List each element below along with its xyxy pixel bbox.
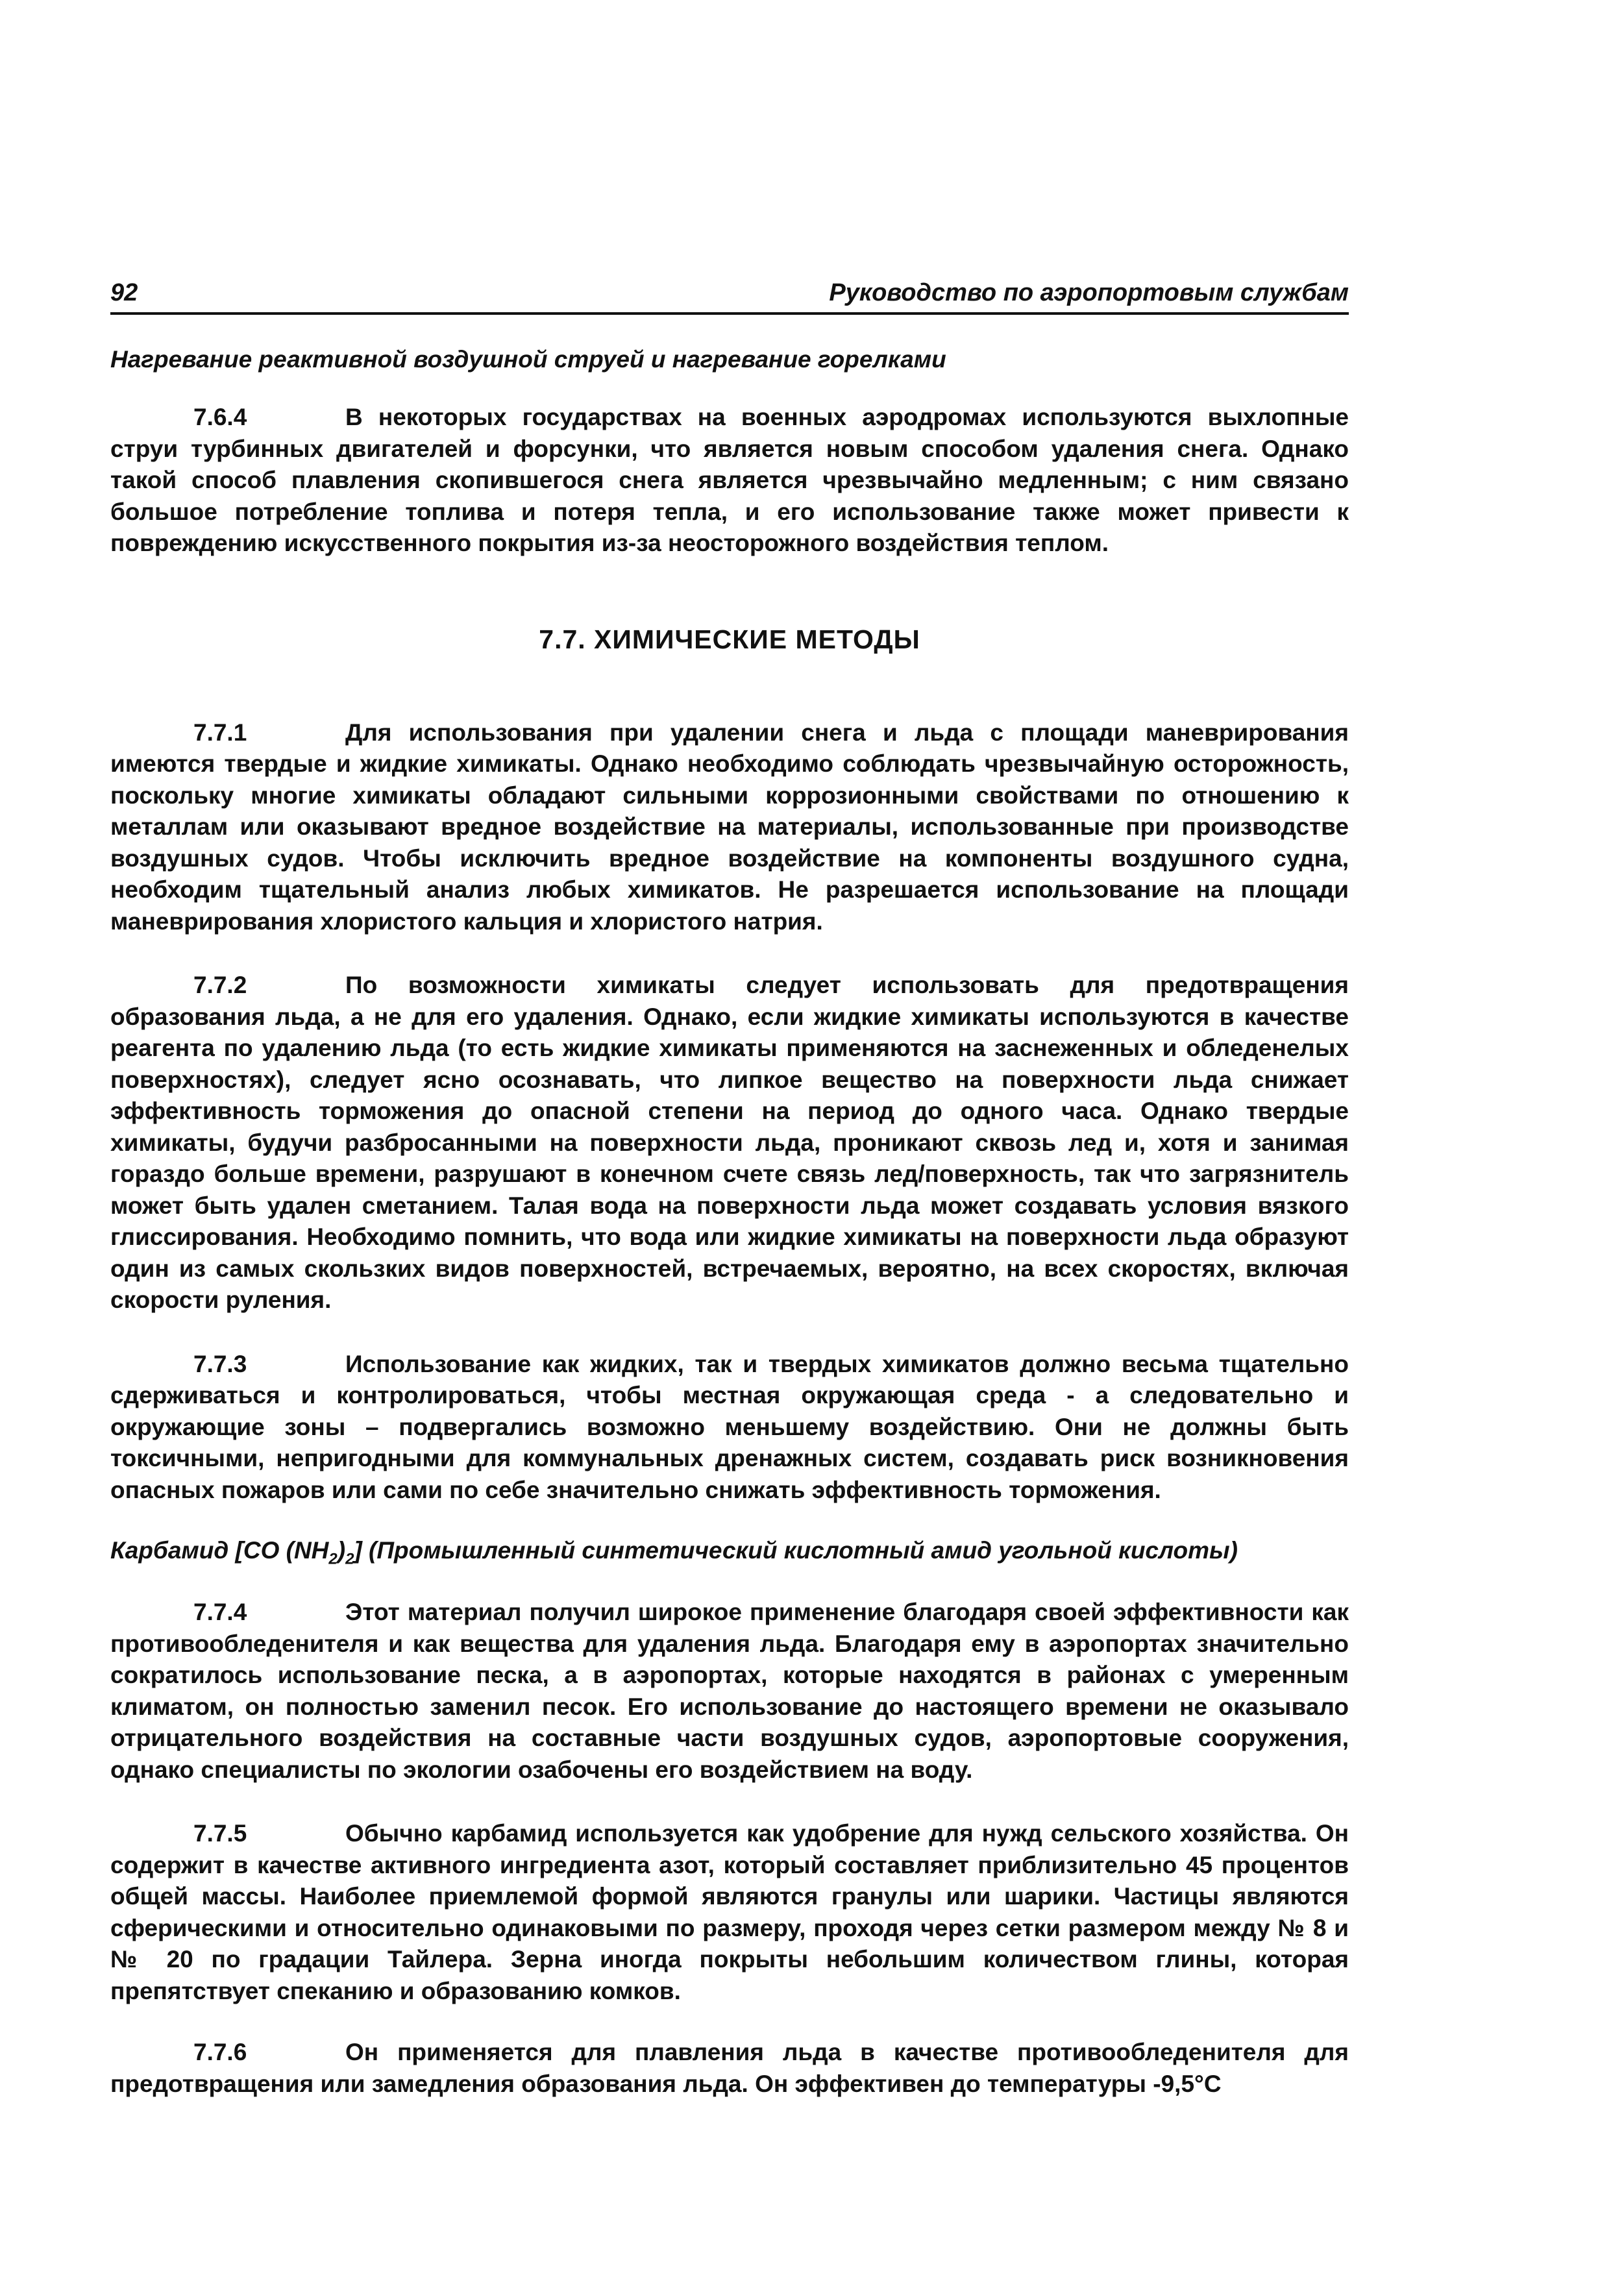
paragraph-7-7-4 [110,1597,1349,1786]
paragraph-7-7-1 [110,717,1349,938]
paragraph-number: 7.7.4 [193,1599,247,1626]
paragraph-text: Он применяется для плавления льда в качестве противообледенителя для предотвращения или замедления образования льда. Он эффективен до температуры -9,5°С [110,2039,1349,2097]
paragraph-number: 7.7.6 [193,2039,247,2066]
paragraph-text: Обычно карбамид используется как удобрение для нужд сельского хозяйства. Он содержит в качестве активного ингредиента азот, который составляет приблизительно 45 процентов общей массы. Наиболее приемлемой формой являются гранулы или шарики. Частицы являются сферическими и относительно одинаковыми по размеру, проходя через сетки размером между № 8 и № 20 по градации Тайлера. Зерна иногда покрыты небольшим количеством глины, которая препятствует спеканию и образованию комков. [110,1820,1349,2004]
paragraph-number: 7.6.4 [193,404,247,430]
paragraph-7-7-2 [110,970,1349,1316]
page-number: 92 [110,279,138,306]
paragraph-number: 7.7.3 [193,1350,247,1377]
paragraph-7-7-6 [110,2037,1349,2100]
paragraph-number: 7.7.5 [193,1820,247,1847]
page-header [110,279,1349,315]
running-title: Руководство по аэропортовым службам [829,279,1349,306]
paragraph-text: Для использования при удалении снега и льда с площади маневрирования имеются твердые и жидкие химикаты. Однако необходимо соблюдать чрезвычайную осторожность, поскольку многие химикаты обладают сильными коррозионными свойствами по отношению к металлам или оказывают вредное воздействие на материалы, использованные при производстве воздушных судов. Чтобы исключить вредное воздействие на компоненты воздушного судна, необходим тщательный анализ любых химикатов. Не разрешается использование на площади маневрирования хлористого кальция и хлористого натрия. [110,719,1349,935]
section-title: 7.7. ХИМИЧЕСКИЕ МЕТОДЫ [539,624,920,654]
paragraph-7-7-5 [110,1818,1349,2007]
paragraph-7-7-3 [110,1349,1349,1506]
paragraph-7-6-4 [110,402,1349,560]
subheading-carbamide: Карбамид [CO $(NH_2)_2$] (Промышленный синтетический кислотный амид угольной кислоты) [110,1537,1238,1568]
paragraph-number: 7.7.2 [193,972,247,998]
document-page [110,279,1349,2100]
subheading-jet-heating: Нагревание реактивной воздушной струей и нагревание горелками [110,346,946,373]
paragraph-text: По возможности химикаты следует использовать для предотвращения образования льда, а не для его удаления. Однако, если жидкие химикаты используются в качестве реагента по удалению льда (то есть жидкие химикаты применяются на заснеженных и обледенелых поверхностях), следует ясно осознавать, что липкое вещество на поверхности льда снижает эффективность торможения до опасной степени на период до одного часа. Однако твердые химикаты, будучи разбросанными на поверхности льда, проникают сквозь лед и, хотя и занимая гораздо больше времени, разрушают в конечном счете связь лед/поверхность, так что загрязнитель может быть удален сметанием. Талая вода на поверхности льда может создавать условия вязкого глиссирования. Необходимо помнить, что вода или жидкие химикаты на поверхности льда образуют один из самых скользких видов поверхностей, встречаемых, вероятно, на всех скоростях, включая скорости руления. [110,972,1349,1313]
paragraph-text: Использование как жидких, так и твердых химикатов должно весьма тщательно сдерживаться и контролироваться, чтобы местная окружающая среда - а следовательно и окружающие зоны – подвергались возможно меньшему воздействию. Они не должны быть токсичными, непригодными для коммунальных дренажных систем, создавать риск возникновения опасных пожаров или сами по себе значительно снижать эффективность торможения. [110,1350,1349,1503]
paragraph-number: 7.7.1 [193,719,247,746]
paragraph-text: Этот материал получил широкое применение благодаря своей эффективности как противообледенителя и как вещества для удаления льда. Благодаря ему в аэропортах значительно сократилось использование песка, а в аэропортах, которые находятся в районах с умеренным климатом, он полностью заменил песок. Его использование до настоящего времени не оказывало отрицательного воздействия на составные части воздушных судов, аэропортовые сооружения, однако специалисты по экологии озабочены его воздействием на воду. [110,1599,1349,1783]
paragraph-text: В некоторых государствах на военных аэродромах используются выхлопные струи турбинных двигателей и форсунки, что является новым способом удаления снега. Однако такой способ плавления скопившегося снега является чрезвычайно медленным; с ним связано большое потребление топлива и потеря тепла, и его использование также может привести к повреждению искусственного покрытия из-за неосторожного воздействия теплом. [110,404,1349,556]
